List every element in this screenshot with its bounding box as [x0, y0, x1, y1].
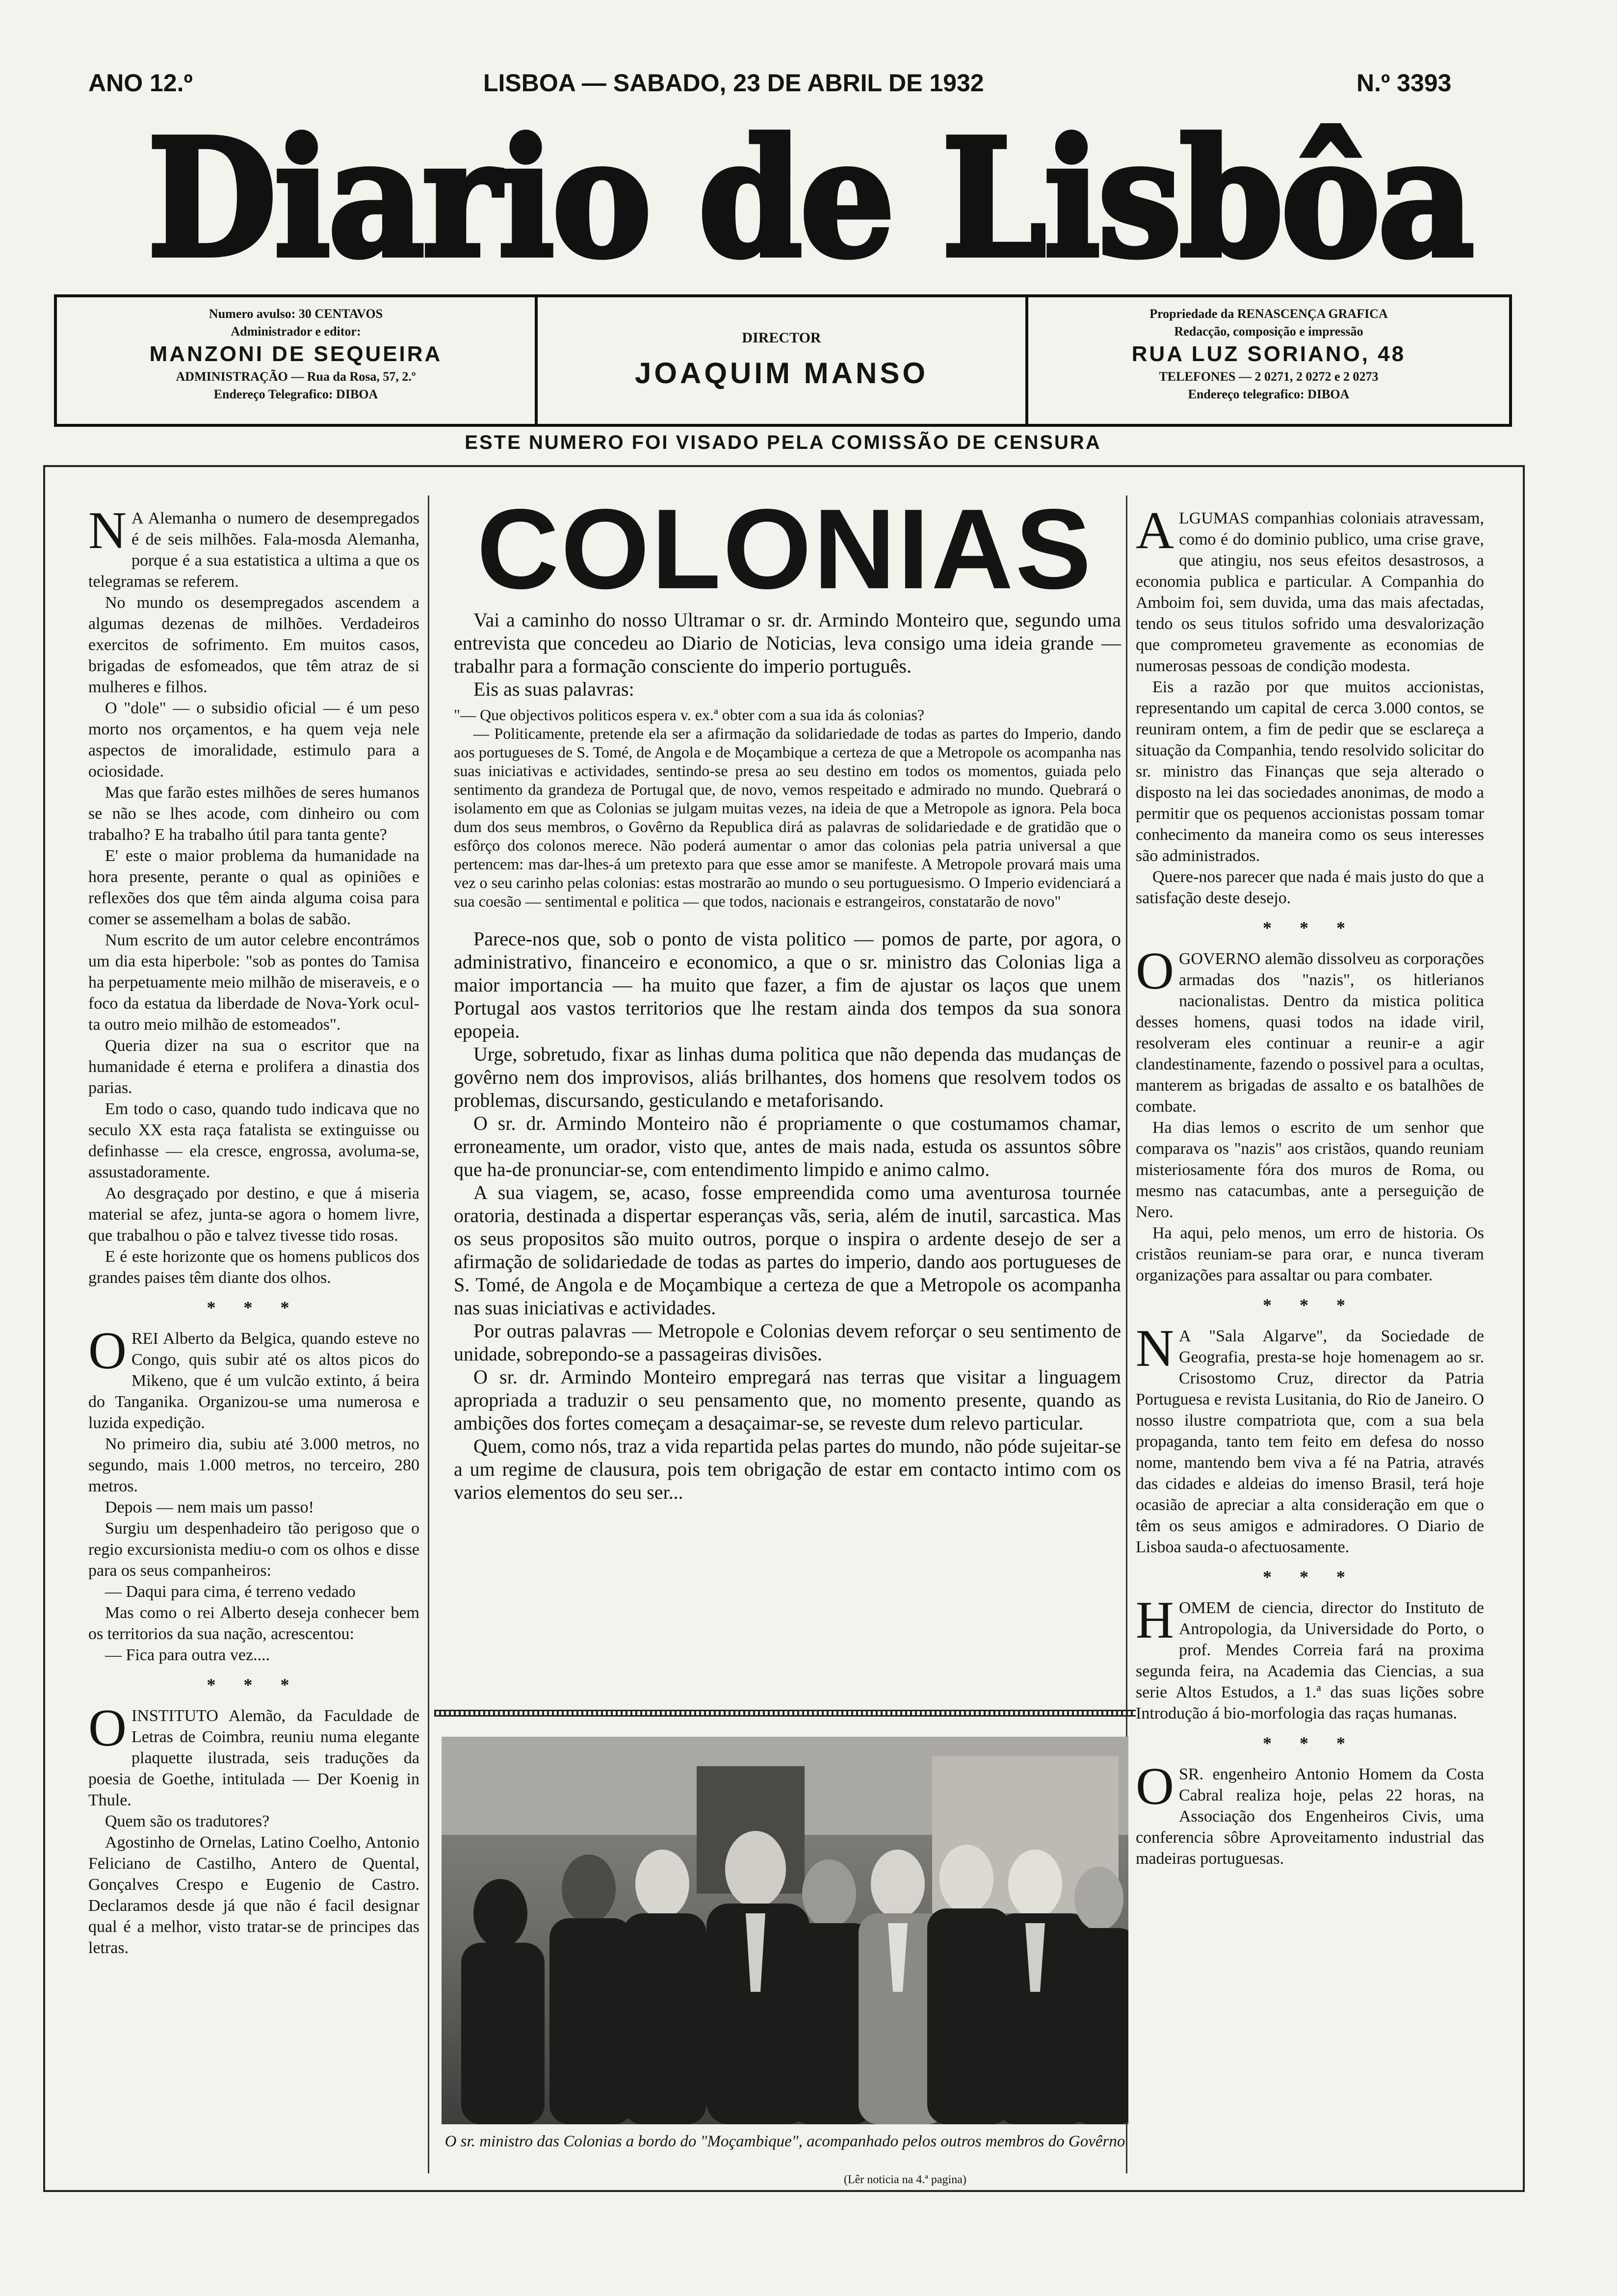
- telephones: TELEFONES — 2 0271, 2 0272 e 2 0273: [1159, 369, 1379, 384]
- dropcap-amboim: A: [1136, 501, 1174, 560]
- photo-separator: [434, 1710, 1136, 1717]
- article-unemployment-p2: No mundo os desempregados ascendem a algumas dezenas de milhões. Verdadeiros exercitos de sofrimento. Em muitos casos, brigadas de esfomeados, que têm atraz de si mulheres e filhos.: [88, 594, 419, 696]
- article-amboim-p3: Quere-nos parecer que nada é mais justo do que a satisfação deste desejo.: [1136, 868, 1484, 907]
- article-sala-algarve-p1: A "Sala Algarve", da Sociedade de Geografia, presta-se hoje homenagem ao sr. Crisostomo Cruz, director da Patria Portuguesa e revista Lusitania, do Rio de Janeiro. O nosso ilustre compatriota que, com a sua bela propaganda, tanto tem feito em defesa do nosso nome, mantendo bem viva a fé na Patria, através das cidades e aldeias do imenso Brasil, terá hoje ocasião de apreciar a alta consideração em que o têm os seus amigos e admiradores. O Diario de Lisboa sauda-o afectuosamente.: [1136, 1327, 1484, 1556]
- street-address: RUA LUZ SORIANO, 48: [1131, 342, 1406, 366]
- colonias-body-p1: Parece-nos que, sob o ponto de vista politico — pomos de parte, por agora, o administrativo, financeiro e economico, a que o sr. ministro das Colonias liga a maior importancia — ha muito que fazer, a fim de ajustar os laços que unem Portugal aos vastos territorios que lhe restam ainda dos tempos da sua sonora epopeia.: [454, 928, 1121, 1042]
- redaction-label: Redacção, composição e impressão: [1174, 324, 1363, 339]
- article-costa-cabral-p1: SR. engenheiro Antonio Homem da Costa Cabral realiza hoje, pelas 22 horas, na Associação dos Engenheiros Civis, uma conferencia sôbre Aproveitamento industrial das madeiras portuguesas.: [1136, 1765, 1484, 1868]
- admin-name: MANZONI DE SEQUEIRA: [149, 342, 443, 366]
- telegraph-address-left: Endereço Telegrafico: DIBOA: [213, 387, 378, 401]
- article-unemployment-p8: Em todo o caso, quando tudo indicava que no seculo XX esta raça fatalista se extinguisse ou definhasse — ela cresce, engrossa, avoluma-se, assustadoramente.: [88, 1100, 419, 1181]
- admin-address: ADMINISTRAÇÃO — Rua da Rosa, 57, 2.º: [176, 369, 416, 384]
- colonias-intro-p1: Vai a caminho do nosso Ultramar o sr. dr. Armindo Monteiro que, segundo uma entrevista que concedeu ao Diario de Noticias, leva consigo uma ideia grande — trabalhr para a formação consciente do imperio português.: [454, 609, 1121, 677]
- article-unemployment-p6: Num escrito de um autor celebre encontrámos um dia esta hiperbole: "sob as pontes do Tamisa ha perpetuamente meio milhão de miseraveis, e o foco da estatua da liberdade de Nova-York ocul-ta outro meio milhão de estomeados".: [88, 931, 419, 1034]
- article-mendes-correia-p1: OMEM de ciencia, director do Instituto de Antropologia, da Universidade do Porto, o prof. Mendes Correia fará na proxima segunda feira, na Academia das Ciencias, a sua serie Altos Estudos, a 1.ª das suas lições sobre Introdução á bio-morfologia das raças humanas.: [1136, 1599, 1484, 1722]
- owner-line: Propriedade da RENASCENÇA GRAFICA: [1149, 307, 1388, 321]
- article-unemployment-p9: Ao desgraçado por destino, e que á miseria material se afez, junta-se agora o homem livre, que trabalhou o pão e talvez tivesse tido rosas.: [88, 1184, 419, 1245]
- article-unemployment-p4: Mas que farão estes milhões de seres humanos se não se lhes acode, com dinheiro ou com trabalho? E ha trabalho útil para tanta gente?: [88, 783, 419, 844]
- section-separator: * * *: [207, 1298, 301, 1317]
- interview-question: "— Que objectivos politicos espera v. ex.ª obter com a sua ida ás colonias?: [454, 706, 925, 724]
- article-nazis-p1: GOVERNO alemão dissolveu as corporações armadas dos "nazis", os hitlerianos nacionalistas. Dentro da mistica politica desses homens, quasi todos na idade viril, resolveram eles continuar a reunir-e a agir clandestinamente, fazendo o possivel para a ocultas, manterem as brigadas de assalto e os batalhões de combate.: [1136, 950, 1484, 1116]
- article-king-albert-p2: No primeiro dia, subiu até 3.000 metros, no segundo, mais 1.000 metros, no terceiro, 280 metros.: [88, 1435, 419, 1495]
- price-line: Numero avulso: 30 CENTAVOS: [209, 307, 383, 321]
- section-separator: * * *: [1263, 918, 1357, 938]
- center-article: [454, 608, 1121, 1504]
- info-box: [54, 294, 1512, 427]
- colonias-body-p3: O sr. dr. Armindo Monteiro não é propriamente o que costumamos chamar, erroneamente, um orador, visto que, antes de mais nada, estuda os assuntos sôbre que ha-de pronunciar-se, com entendimento limpido e animo calmo.: [454, 1112, 1121, 1180]
- article-king-albert-p3: Depois — nem mais um passo!: [105, 1498, 314, 1516]
- photo-caption: O sr. ministro das Colonias a bordo do "Moçambique", acompanhado pelos outros membros do Govêrno: [444, 2133, 1125, 2150]
- article-king-albert-p7: — Fica para outra vez....: [105, 1646, 270, 1664]
- dropcap-sala-algarve: N: [1136, 1319, 1174, 1378]
- article-nazis-p2: Ha dias lemos o escrito de um senhor que comparava os "nazis" aos cristãos, quando reuniam misteriosamente fóra dos muros de Roma, ou mesmo nas catacumbas, ante a perseguição de Nero.: [1136, 1119, 1484, 1221]
- issue-number: N.º 3393: [1356, 69, 1452, 97]
- censorship-notice: ESTE NUMERO FOI VISADO PELA COMISSÃO DE CENSURA: [465, 432, 1101, 453]
- article-amboim-p2: Eis a razão por que muitos accionistas, representando um capital de cerca 3.000 contos, se reuniram ontem, a fim de pedir que se esclareça a situação da Companhia, tendo resolvido solicitar do sr. ministro das Finanças que seja alterado o disposto na lei das sociedades anonimas, de modo a permitir que os pequenos accionistas possam tomar conhecimento da maneira como os seus interesses são administrados.: [1136, 678, 1484, 865]
- colonias-body-p6: O sr. dr. Armindo Monteiro empregará nas terras que visitar a linguagem apropriada a traduzir o seu pensamento que, no momento presente, quando as ambições dos fortes começam a desaçaimar-se, se reveste dum relevo particular.: [454, 1366, 1121, 1434]
- article-goethe-p1: INSTITUTO Alemão, da Faculdade de Letras de Coimbra, reuniu numa elegante plaquette ilustrada, seis traduções da poesia de Goethe, intitulada — Der Koenig in Thule.: [88, 1707, 419, 1809]
- news-photo: [442, 1737, 1128, 2124]
- masthead-text: Diario de Lisbôa: [147, 108, 1472, 293]
- dropcap-unemployment: N: [88, 501, 127, 560]
- colonias-intro-p2: Eis as suas palavras:: [473, 678, 634, 700]
- dateline: LISBOA — SABADO, 23 DE ABRIL DE 1932: [483, 69, 984, 97]
- article-unemployment-p5: E' este o maior problema da humanidade na hora presente, perante o qual as opiniões e reflexões dos que têm ainda alguma coisa para comer se assemelham a bolas de sabão.: [88, 847, 419, 928]
- column-rule-left: [428, 496, 429, 2173]
- issue-year: ANO 12.º: [88, 69, 193, 97]
- article-nazis-p3: Ha aqui, pelo menos, um erro de historia. Os cristãos reuniam-se para orar, e nunca tiveram organizações para assaltar ou para combater.: [1136, 1224, 1484, 1284]
- dropcap-nazis: O: [1136, 942, 1174, 1000]
- article-unemployment-p10: E é este horizonte que os homens publicos dos grandes paises têm diante dos olhos.: [88, 1248, 419, 1287]
- right-column: [1136, 501, 1484, 1869]
- article-unemployment-p7: Queria dizer na sua o escritor que na humanidade é eterna e prolifera a dinastia dos parias.: [88, 1037, 419, 1097]
- interview-answer: — Politicamente, pretende ela ser a afirmação da solidariedade de todas as partes do Imperio, dando aos portugueses de S. Tomé, de Angola e de Moçambique a certeza de que a Metropole os acompanha nas suas iniciativas e actividades, sentindo-se presa ao seu destino em todos os momentos, guiada pelo sentimento da grandeza de Portugal que, de novo, vemos respeitado e admirado no mundo. Quebrará o isolamento em que as Colonias se julgam muitas vezes, na ideia de que a Metropole as ignora. Pela boca dum dos seus membros, o Govêrno da Republica dirá as palavras de solidariedade e de gratidão que o esfôrço dos colonos merece. Não poderá aumentar o amor das colonias pela patria universal a que pertencem: mas dar-lhes-á um pretexto para que esse amor se manifeste. A Metropole provará mais uma vez o seu carinho pelas colonias: estas mostrarão ao mundo o seu portuguesismo. O Imperio evidenciará a sua coesão — sentimental e politica — que todos, nacionais e estrangeiros, constatarão de novo": [454, 725, 1121, 910]
- article-unemployment-p3: O "dole" — o subsidio oficial — é um peso morto nos orçamentos, e ha quem veja nele aspectos de imoralidade, estimulo para a ociosidade.: [88, 699, 419, 781]
- article-king-albert-p1: REI Alberto da Belgica, quando esteve no Congo, quis subir até os altos picos do Mikeno, que é um vulcão extinto, á beira do Tanganika. Organizou-se uma numerosa e luzida expedição.: [88, 1330, 419, 1432]
- colonias-body-p2: Urge, sobretudo, fixar as linhas duma politica que não dependa das mudanças de govêrno nem dos improvisos, aliás brilhantes, dos homens que resolvem todos os problemas, discursando, gesticulando e metaforisando.: [454, 1043, 1121, 1111]
- left-column: [88, 501, 419, 1958]
- article-king-albert-p6: Mas como o rei Alberto deseja conhecer bem os territorios da sua nação, acrescentou:: [88, 1604, 419, 1643]
- article-amboim-p1: LGUMAS companhias coloniais atravessam, como é do dominio publico, uma crise grave, que atingiu, nos seus efeitos desastrosos, a economia publica e particular. A Companhia do Amboim foi, sem duvida, uma das mais afectadas, tendo os seus titulos sofrido uma desvalorização que comprometeu gravemente as economias de numerosas pessoas de condição modesta.: [1136, 509, 1484, 675]
- info-box-director: [538, 297, 1028, 424]
- article-goethe-p3: Agostinho de Ornelas, Latino Coelho, Antonio Feliciano de Castilho, Antero de Quental, Gonçalves Crespo e Eugenio de Castro. Declaramos desde já que não é facil designar qual é a melhor, visto tratar-se de principes das letras.: [88, 1833, 419, 1957]
- section-separator: * * *: [1263, 1733, 1357, 1753]
- article-king-albert-p4: Surgiu um despenhadeiro tão perigoso que o regio excursionista mediu-o com os olhos e disse para os seus companheiros:: [88, 1519, 419, 1580]
- telegraph-address-right: Endereço telegrafico: DIBOA: [1188, 387, 1350, 401]
- section-separator: * * *: [207, 1675, 301, 1695]
- article-goethe-p2: Quem são os tradutores?: [105, 1812, 270, 1830]
- colonias-body-p7: Quem, como nós, traz a vida repartida pelas partes do mundo, não póde sujeitar-se a um regime de clausura, pois tem obrigação de estar em contacto intimo com os varios elementos do seu ser...: [454, 1435, 1121, 1503]
- dropcap-king-albert: O: [88, 1322, 127, 1380]
- photo-caption-reference: (Lêr noticia na 4.ª pagina): [844, 2173, 966, 2186]
- director-label: DIRECTOR: [742, 330, 821, 346]
- director-name: JOAQUIM MANSO: [634, 357, 929, 390]
- article-king-albert-p5: — Daqui para cima, é terreno vedado: [105, 1583, 356, 1601]
- headline: COLONIAS: [476, 486, 1094, 613]
- dropcap-goethe: O: [88, 1699, 127, 1757]
- colonias-body-p4: A sua viagem, se, acaso, fosse empreendida como uma aventurosa tournée oratoria, destinada a dispertar esperanças vãs, seria, além de inutil, sarcastica. Mas os seus propositos são muito outros, porque o inspira o ardente desejo de ser a afirmação de solidariedade de todas as partes do imperio, dando aos portugueses de S. Tomé, de Angola e de Moçambique a certeza de que a Metropole os acompanha nas suas iniciativas e actividades.: [454, 1181, 1121, 1319]
- info-box-administration: [57, 297, 538, 424]
- section-separator: * * *: [1263, 1567, 1357, 1587]
- masthead-logo: [142, 108, 1477, 294]
- info-box-ownership: [1028, 297, 1509, 424]
- dropcap-costa-cabral: O: [1136, 1757, 1174, 1816]
- colonias-body-p5: Por outras palavras — Metropole e Colonias devem reforçar o seu sentimento de unidade, sobrepondo-se a passageiras divisões.: [454, 1320, 1121, 1365]
- section-separator: * * *: [1263, 1295, 1357, 1315]
- article-unemployment-p1: A Alemanha o numero de desempregados é de seis milhões. Fala-mosda Alemanha, porque é a sua estatistica a ultima a que os telegramas se referem.: [88, 509, 419, 591]
- admin-label: Administrador e editor:: [231, 324, 361, 339]
- dropcap-mendes-correia: H: [1136, 1591, 1174, 1649]
